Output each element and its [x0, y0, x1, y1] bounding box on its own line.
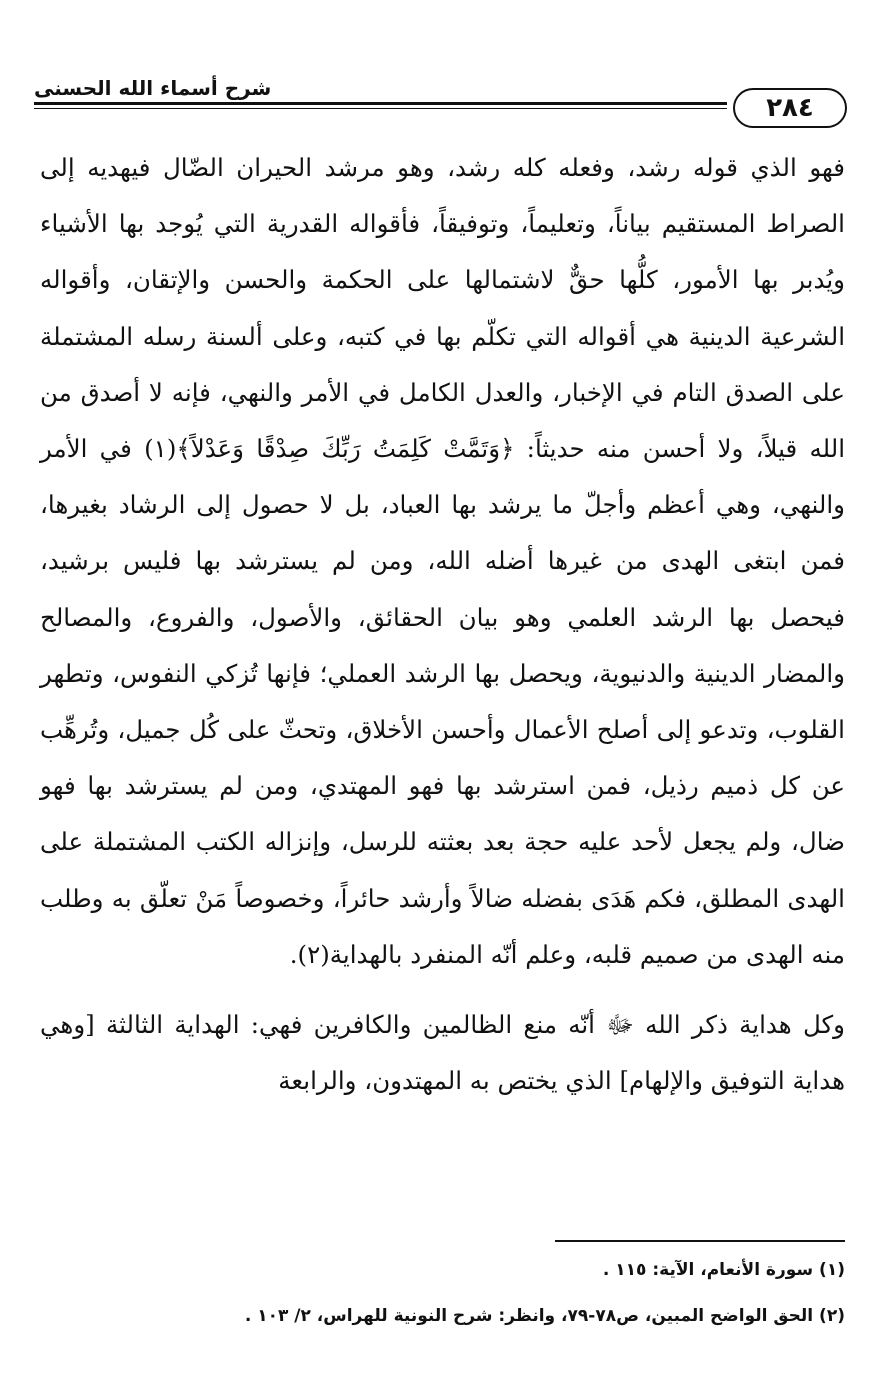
header-rule	[34, 102, 727, 105]
page-header	[34, 70, 847, 150]
page-number: ٢٨٤	[733, 88, 847, 128]
header-rule-thin	[34, 108, 727, 109]
body-text	[40, 140, 845, 1109]
running-title: شرح أسماء الله الحسنى	[34, 76, 272, 100]
footnote-2: (٢) الحق الواضح المبين، ص٧٨-٧٩، وانظر: شرح النونية للهراس، ٢/ ١٠٣ .	[244, 1306, 845, 1326]
footnote-1: (١) سورة الأنعام، الآية: ١١٥ .	[602, 1260, 845, 1280]
body-paragraph-2: وكل هداية ذكر الله ﷻ أنّه منع الظالمين والكافرين فهي: الهداية الثالثة [وهي هداية التوفيق والإلهام] الذي يختص به المهتدون، والرابعة	[40, 1010, 845, 1096]
footnotes	[40, 1247, 845, 1339]
footnote-rule	[555, 1240, 845, 1242]
body-paragraph-1: فهو الذي قوله رشد، وفعله كله رشد، وهو مرشد الحيران الضّال فيهديه إلى الصراط المستقيم بياناً، وتعليماً، وتوفيقاً، فأقواله القدرية التي يُوجد بها الأشياء ويُدبر بها الأمور، كلُّها حقٌّ لاشتمالها على الحكمة والحسن والإتقان، وأقواله الشرعية الدينية هي أقواله التي تكلّم بها في كتبه، وعلى ألسنة رسله المشتملة على الصدق التام في الإخبار، والعدل الكامل في الأمر والنهي، فإنه لا أصدق من الله قيلاً، ولا أحسن منه حديثاً: ﴿وَتَمَّتْ كَلِمَتُ رَبِّكَ صِدْقًا وَعَدْلاً﴾(١) في الأمر والنهي، وهي أعظم وأجلّ ما يرشد بها العباد، بل لا حصول إلى الرشاد بغيرها، فمن ابتغى الهدى من غيرها أضله الله، ومن لم يسترشد بها فليس برشيد، فيحصل بها الرشد العلمي وهو بيان الحقائق، والأصول، والفروع، والمصالح والمضار الدينية والدنيوية، ويحصل بها الرشد العملي؛ فإنها تُزكي النفوس، وتطهر القلوب، وتدعو إلى أصلح الأعمال وأحسن الأخلاق، وتحثّ على كُل جميل، وتُرهِّب عن كل ذميم رذيل، فمن استرشد بها فهو المهتدي، ومن لم يسترشد بها فهو ضال، ولم يجعل لأحد عليه حجة بعد بعثته للرسل، وإنزاله الكتب المشتملة على الهدى المطلق، فكم هَدَى بفضله ضالاً وأرشد حائراً، وخصوصاً مَنْ تعلّق به وطلب منه الهدى من صميم قلبه، وعلم أنّه المنفرد بالهداية(٢).	[40, 153, 845, 969]
